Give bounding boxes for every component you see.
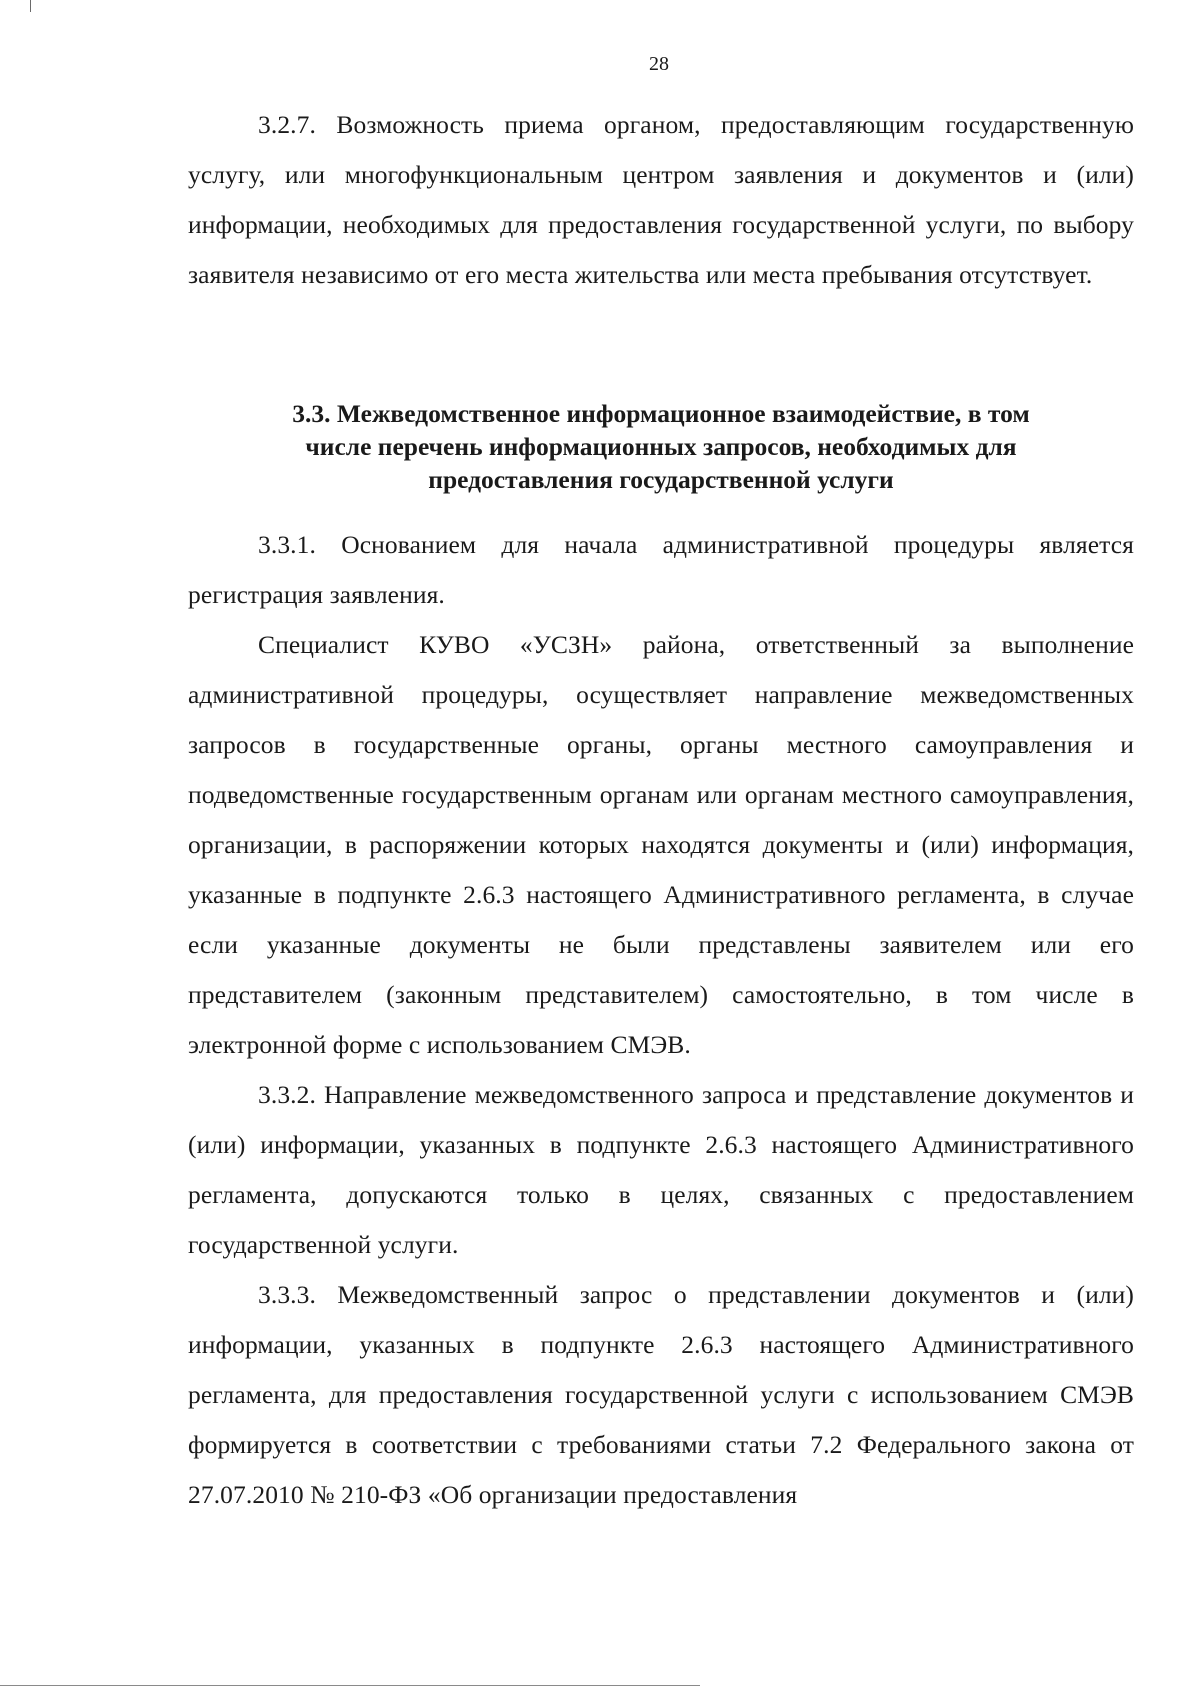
page-number: 28 bbox=[649, 53, 669, 75]
paragraph-3-3-1: 3.3.1. Основанием для начала административной процедуры является регистрация заявления. bbox=[188, 530, 1134, 609]
paragraph-3-2-7: 3.2.7. Возможность приема органом, предоставляющим государственную услугу, или многофункциональным центром заявления и документов и (или) информации, необходимых для предоставления государственной услуги, по выбору заявителя независимо от его места жительства или места пребывания отсутствует. bbox=[188, 110, 1134, 289]
section-3-2-7 bbox=[188, 100, 1134, 300]
section-3-3-body bbox=[188, 520, 1134, 1520]
paragraph-specialist: Специалист КУВО «УСЗН» района, ответственный за выполнение административной процедуры, осуществляет направление межведомственных запросов в государственные органы, органы местного самоуправления и подведомственные государственным органам или органам местного самоуправления, организации, в распоряжении которых находятся документы и (или) информация, указанные в подпункте 2.6.3 настоящего Административного регламента, в случае если указанные документы не были представлены заявителем или его представителем (законным представителем) самостоятельно, в том числе в электронной форме с использованием СМЭВ. bbox=[188, 630, 1134, 1059]
section-heading-3-3 bbox=[188, 397, 1134, 496]
scan-artifact-mark bbox=[30, 0, 31, 12]
heading-line-1: 3.3. Межведомственное информационное взаимодействие, в том bbox=[292, 399, 1030, 428]
bottom-scan-line bbox=[0, 1685, 700, 1686]
paragraph-3-3-2: 3.3.2. Направление межведомственного запроса и представление документов и (или) информации, указанных в подпункте 2.6.3 настоящего Административного регламента, допускаются только в целях, связанных с предоставлением государственной услуги. bbox=[188, 1080, 1134, 1259]
heading-line-2: числе перечень информационных запросов, необходимых для bbox=[305, 432, 1017, 461]
paragraph-3-3-3: 3.3.3. Межведомственный запрос о представлении документов и (или) информации, указанных в подпункте 2.6.3 настоящего Административного регламента, для предоставления государственной услуги с использованием СМЭВ формируется в соответствии с требованиями статьи 7.2 Федерального закона от 27.07.2010 № 210-ФЗ «Об организации предоставления bbox=[188, 1280, 1134, 1509]
heading-line-3: предоставления государственной услуги bbox=[428, 465, 894, 494]
